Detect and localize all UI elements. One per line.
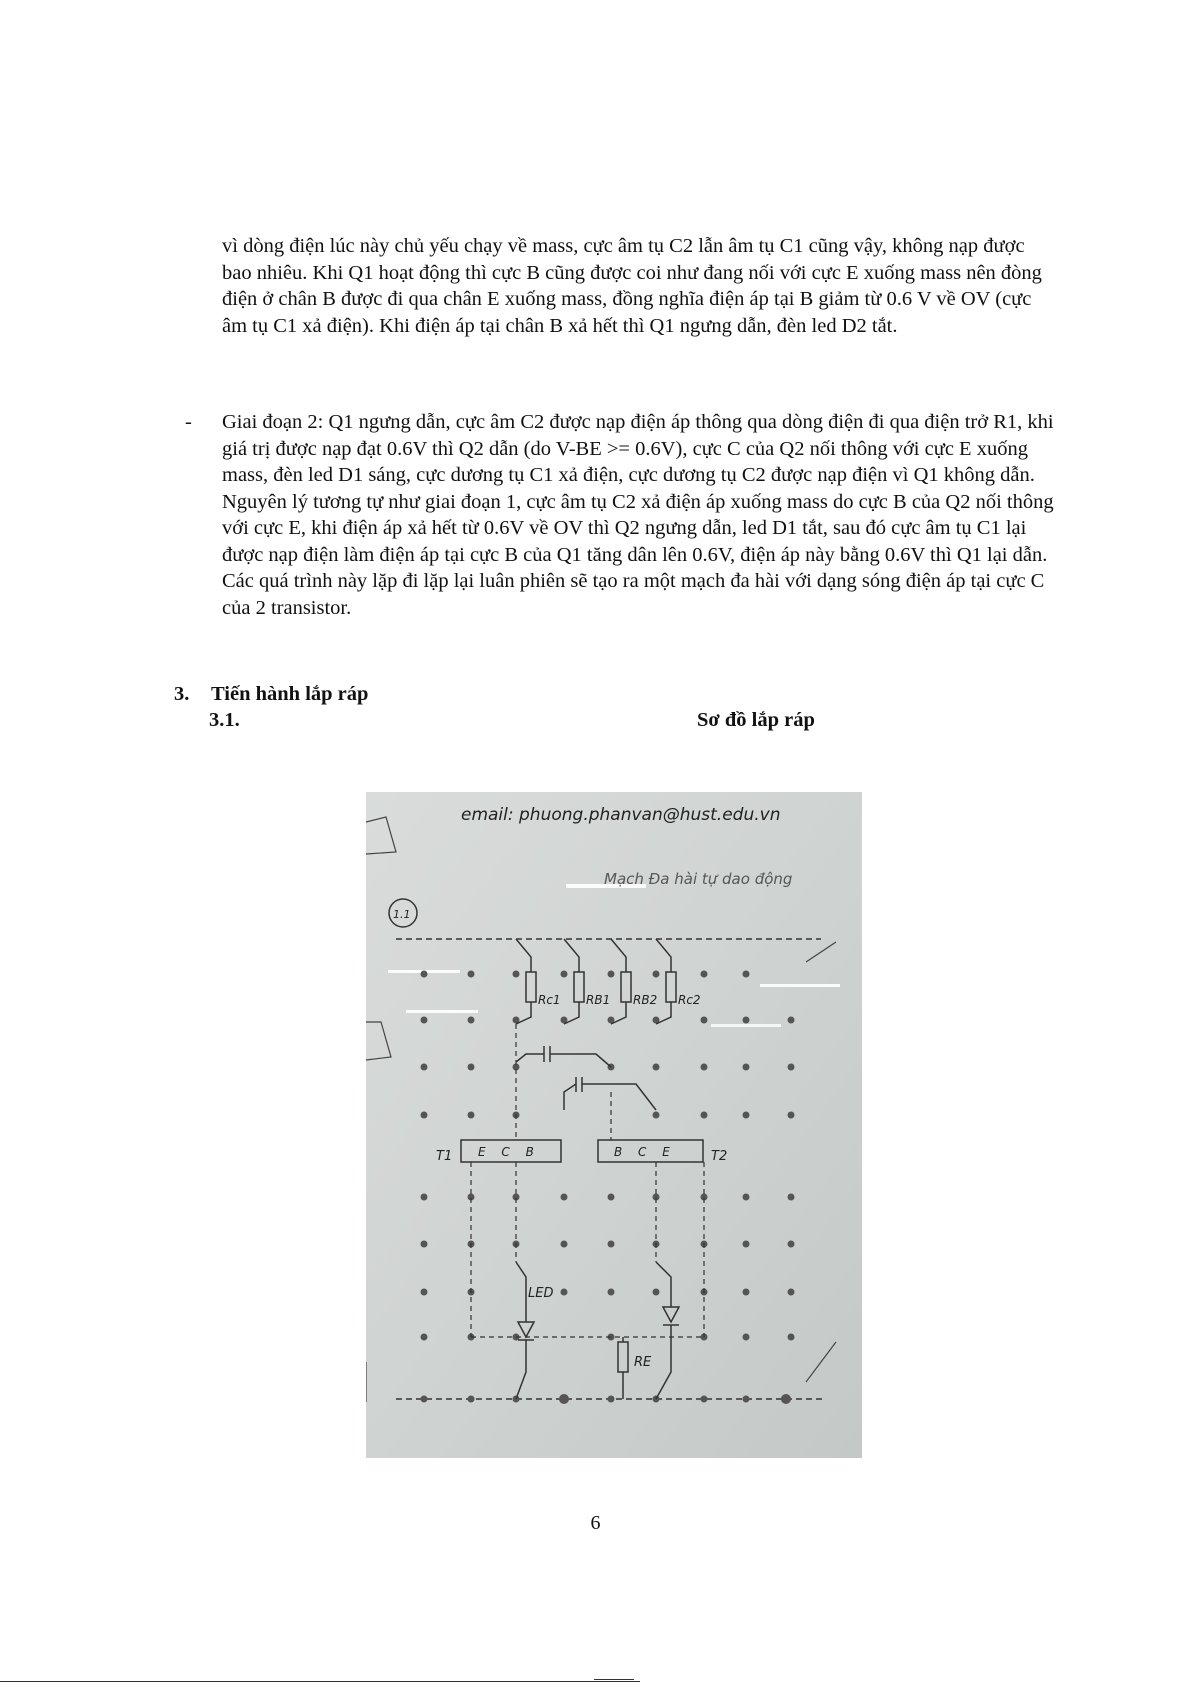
t1-pins: E C B xyxy=(478,1145,540,1159)
section-3-1-title: Sơ đồ lắp ráp xyxy=(697,709,815,731)
rc1-label: Rc1 xyxy=(538,993,561,1007)
section-3-1-number: 3.1. xyxy=(209,709,240,731)
email-text: email: phuong.phanvan@hust.edu.vn xyxy=(461,805,781,825)
footer-rule-segment xyxy=(594,1679,634,1680)
paragraph-phase-2: Giai đoạn 2: Q1 ngưng dẫn, cực âm C2 được nạp điện áp thông qua dòng điện đi qua điện trở R1, khi giá trị được nạp đạt 0.6V thì Q2 dẫn (do V-BE >= 0.6V), cực C của Q2 nối thông với cực E xuống mass, đèn led D1 sáng, cực dương tụ C1 xả điện, cực dương tụ C2 được nạp điện vì Q1 không dẫn. Nguyên lý tương tự như giai đoạn 1, cực âm tụ C2 xả điện áp xuống mass do cực B của Q2 nối thông với cực E, khi điện áp xả hết từ 0.6V về OV thì Q2 ngưng dẫn, led D1 tắt, sau đó cực âm tụ C1 lại được nạp điện làm điện áp tại cực B của Q1 tăng dân lên 0.6V, điện áp này bằng 0.6V thì Q1 lại dẫn. Các quá trình này lặp đi lặp lại luân phiên sẽ tạo ra một mạch đa hài với dạng sóng điện áp tại cực C của 2 transistor. xyxy=(222,411,1054,619)
rb2-label: RB2 xyxy=(633,993,658,1007)
section-3-number: 3. xyxy=(174,683,190,705)
board-title-text: Mạch Đa hài tự dao động xyxy=(604,870,793,888)
bullet-dash: - xyxy=(185,411,192,433)
led-label: LED xyxy=(528,1286,554,1301)
reflection xyxy=(711,1024,781,1027)
footer-rule xyxy=(0,1681,640,1682)
rc2-label: Rc2 xyxy=(678,993,701,1007)
reflection xyxy=(406,1010,478,1013)
t2-pins: B C E xyxy=(614,1145,676,1159)
re-label: RE xyxy=(634,1355,652,1370)
page-number: 6 xyxy=(590,1512,601,1534)
circle-label: 1.1 xyxy=(393,908,411,921)
rb1-label: RB1 xyxy=(586,993,611,1007)
assembly-board-photo xyxy=(366,792,862,1458)
whiteboard-background xyxy=(366,792,862,1458)
reflection xyxy=(760,984,840,987)
paragraph-phase-1-end: vì dòng điện lúc này chủ yếu chạy về mass, cực âm tụ C2 lẫn âm tụ C1 cũng vậy, không nạp được bao nhiêu. Khi Q1 hoạt động thì cực B cũng được coi như đang nối với cực E xuống mass nên đòng điện ở chân B được đi qua chân E xuống mass, đồng nghĩa điện áp tại B giảm từ 0.6 V về OV (cực âm tụ C1 xả điện). Khi điện áp tại chân B xả hết thì Q1 ngưng dẫn, đèn led D2 tắt. xyxy=(222,235,1042,337)
t1-label: T1 xyxy=(436,1149,453,1164)
section-3-title: Tiến hành lắp ráp xyxy=(211,683,369,705)
t2-label: T2 xyxy=(711,1149,728,1164)
